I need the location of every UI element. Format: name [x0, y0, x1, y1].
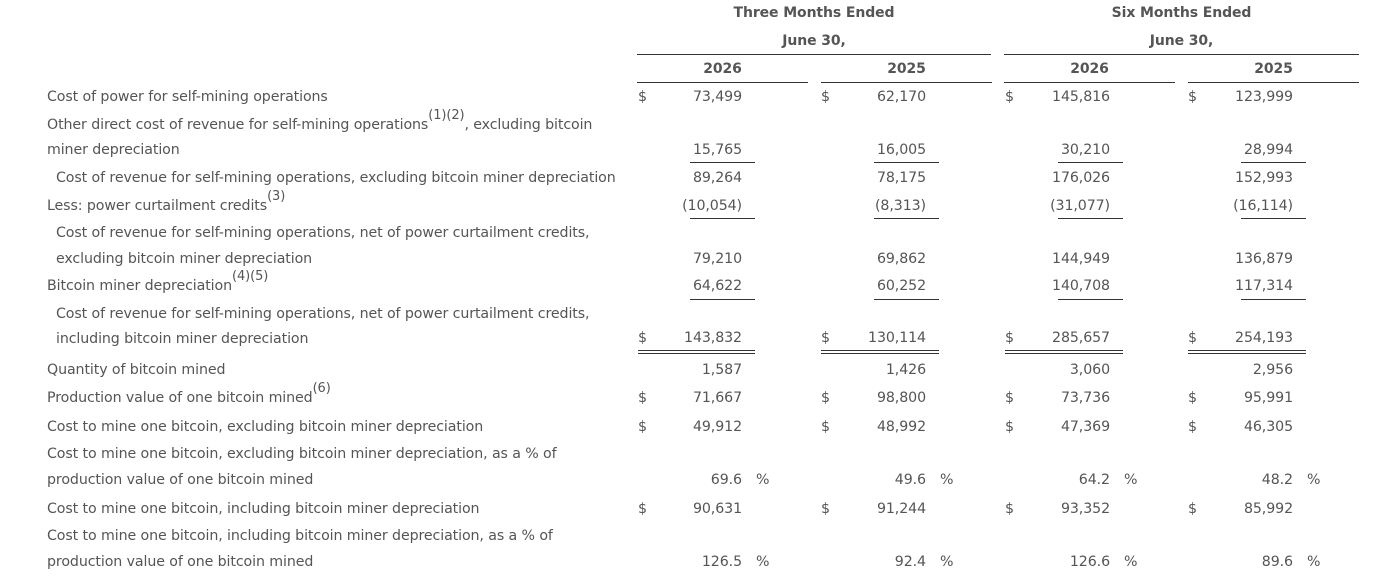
subtotal-rule [690, 299, 755, 300]
table-cell: 145,816 [1052, 89, 1110, 105]
subtotal-rule [874, 299, 939, 300]
row-label: Less: power curtailment credits(3) [47, 189, 286, 214]
row-label: Production value of one bitcoin mined(6) [47, 381, 331, 406]
table-cell: 69,862 [876, 251, 926, 267]
subtotal-rule [1058, 162, 1123, 163]
subtotal-rule [1241, 162, 1306, 163]
table-cell: 48.2 [1261, 472, 1293, 488]
currency-symbol: $ [1005, 330, 1014, 346]
table-cell: 64.2 [1078, 472, 1110, 488]
row-label: miner depreciation [47, 142, 180, 158]
table-cell: 71,667 [692, 390, 742, 406]
year-rule [821, 82, 992, 83]
table-cell: 176,026 [1052, 170, 1110, 186]
double-rule [1188, 353, 1306, 354]
table-cell: 93,352 [1060, 501, 1110, 517]
table-cell: 30,210 [1060, 142, 1110, 158]
currency-symbol: $ [1188, 390, 1197, 406]
subtotal-rule [874, 218, 939, 219]
currency-symbol: $ [821, 330, 830, 346]
row-label: Bitcoin miner depreciation(4)(5) [47, 269, 269, 294]
header-rule [1004, 54, 1359, 55]
row-label: Cost to mine one bitcoin, excluding bitcoin miner depreciation [47, 419, 484, 435]
table-cell: 1,587 [701, 362, 742, 378]
table-cell: 46,305 [1243, 419, 1293, 435]
currency-symbol: $ [821, 390, 830, 406]
percent-symbol: % [1124, 472, 1138, 488]
row-label: Cost to mine one bitcoin, including bitcoin miner depreciation [47, 501, 480, 517]
double-rule [1188, 350, 1306, 351]
currency-symbol: $ [638, 501, 647, 517]
row-label: production value of one bitcoin mined [47, 472, 314, 488]
year-rule [1004, 82, 1175, 83]
table-cell: 95,991 [1243, 390, 1293, 406]
table-cell: 47,369 [1060, 419, 1110, 435]
header-rule [637, 54, 991, 55]
subtotal-rule [1241, 218, 1306, 219]
year-rule [637, 82, 808, 83]
table-cell: 123,999 [1235, 89, 1293, 105]
double-rule [638, 350, 755, 351]
percent-symbol: % [1124, 554, 1138, 570]
double-rule [638, 353, 755, 354]
subtotal-rule [690, 218, 755, 219]
row-label: Cost to mine one bitcoin, excluding bitcoin miner depreciation, as a % of [47, 446, 557, 462]
table-cell: 90,631 [692, 501, 742, 517]
subtotal-rule [690, 162, 755, 163]
currency-symbol: $ [1005, 419, 1014, 435]
percent-symbol: % [940, 554, 954, 570]
currency-symbol: $ [821, 501, 830, 517]
currency-symbol: $ [638, 419, 647, 435]
percent-symbol: % [940, 472, 954, 488]
table-cell: 143,832 [684, 330, 742, 346]
row-label: Cost to mine one bitcoin, including bitcoin miner depreciation, as a % of [47, 528, 553, 544]
percent-symbol: % [756, 554, 770, 570]
header-six-months-date: June 30, [1149, 33, 1214, 49]
table-cell: 2,956 [1252, 362, 1293, 378]
footnote-ref: (1)(2) [428, 108, 465, 123]
table-cell: 49,912 [692, 419, 742, 435]
percent-symbol: % [1307, 554, 1321, 570]
currency-symbol: $ [1005, 89, 1014, 105]
table-cell: 98,800 [876, 390, 926, 406]
currency-symbol: $ [1188, 330, 1197, 346]
currency-symbol: $ [1188, 501, 1197, 517]
row-label: Cost of revenue for self-mining operations, net of power curtailment credits, [56, 225, 590, 241]
currency-symbol: $ [638, 390, 647, 406]
table-cell: 85,992 [1243, 501, 1293, 517]
table-cell: 78,175 [876, 170, 926, 186]
year-header: 2026 [1070, 61, 1109, 77]
header-three-months-date: June 30, [782, 33, 846, 49]
subtotal-rule [874, 162, 939, 163]
year-header: 2025 [1254, 61, 1293, 77]
footnote-ref: (6) [312, 381, 331, 396]
table-cell: 285,657 [1052, 330, 1110, 346]
table-cell: 254,193 [1235, 330, 1293, 346]
table-cell: 140,708 [1052, 278, 1110, 294]
table-cell: (10,054) [682, 198, 742, 214]
row-label: Cost of power for self-mining operations [47, 89, 328, 105]
footnote-ref: (3) [267, 189, 286, 204]
row-label: production value of one bitcoin mined [47, 554, 314, 570]
row-label: Quantity of bitcoin mined [47, 362, 226, 378]
table-cell: 69.6 [710, 472, 742, 488]
table-cell: 91,244 [876, 501, 926, 517]
table-cell: 126.6 [1069, 554, 1110, 570]
table-cell: 73,736 [1060, 390, 1110, 406]
table-cell: (8,313) [875, 198, 926, 214]
row-label: Cost of revenue for self-mining operations, net of power curtailment credits, [56, 306, 590, 322]
table-cell: 1,426 [885, 362, 926, 378]
currency-symbol: $ [821, 419, 830, 435]
currency-symbol: $ [1005, 501, 1014, 517]
double-rule [821, 353, 939, 354]
table-cell: 126.5 [701, 554, 742, 570]
table-cell: 62,170 [876, 89, 926, 105]
header-six-months: Six Months Ended [1111, 5, 1252, 21]
year-header: 2026 [703, 61, 742, 77]
subtotal-rule [1058, 299, 1123, 300]
table-cell: 48,992 [876, 419, 926, 435]
table-cell: 89.6 [1261, 554, 1293, 570]
table-cell: 15,765 [692, 142, 742, 158]
table-cell: 92.4 [894, 554, 926, 570]
year-header: 2025 [887, 61, 926, 77]
currency-symbol: $ [1188, 89, 1197, 105]
table-cell: (31,077) [1050, 198, 1110, 214]
table-cell: 3,060 [1069, 362, 1110, 378]
currency-symbol: $ [1005, 390, 1014, 406]
percent-symbol: % [756, 472, 770, 488]
percent-symbol: % [1307, 472, 1321, 488]
row-label: Cost of revenue for self-mining operations, excluding bitcoin miner depreciation [56, 170, 616, 186]
table-cell: 89,264 [692, 170, 742, 186]
table-cell: 49.6 [894, 472, 926, 488]
table-cell: 16,005 [876, 142, 926, 158]
table-cell: (16,114) [1233, 198, 1293, 214]
table-cell: 28,994 [1243, 142, 1293, 158]
table-cell: 152,993 [1235, 170, 1293, 186]
table-cell: 130,114 [868, 330, 926, 346]
currency-symbol: $ [1188, 419, 1197, 435]
table-cell: 144,949 [1052, 251, 1110, 267]
table-cell: 117,314 [1235, 278, 1293, 294]
table-cell: 64,622 [692, 278, 742, 294]
currency-symbol: $ [638, 89, 647, 105]
double-rule [1005, 350, 1123, 351]
table-cell: 136,879 [1235, 251, 1293, 267]
header-three-months: Three Months Ended [733, 5, 895, 21]
currency-symbol: $ [638, 330, 647, 346]
table-cell: 73,499 [692, 89, 742, 105]
year-rule [1188, 82, 1359, 83]
double-rule [821, 350, 939, 351]
row-label: including bitcoin miner depreciation [56, 331, 309, 347]
subtotal-rule [1241, 299, 1306, 300]
double-rule [1005, 353, 1123, 354]
subtotal-rule [1058, 218, 1123, 219]
footnote-ref: (4)(5) [232, 269, 269, 284]
row-label: Other direct cost of revenue for self-mining operations(1)(2), excluding bitcoin [47, 108, 593, 133]
row-label: excluding bitcoin miner depreciation [56, 251, 313, 267]
currency-symbol: $ [821, 89, 830, 105]
table-cell: 79,210 [692, 251, 742, 267]
table-cell: 60,252 [876, 278, 926, 294]
